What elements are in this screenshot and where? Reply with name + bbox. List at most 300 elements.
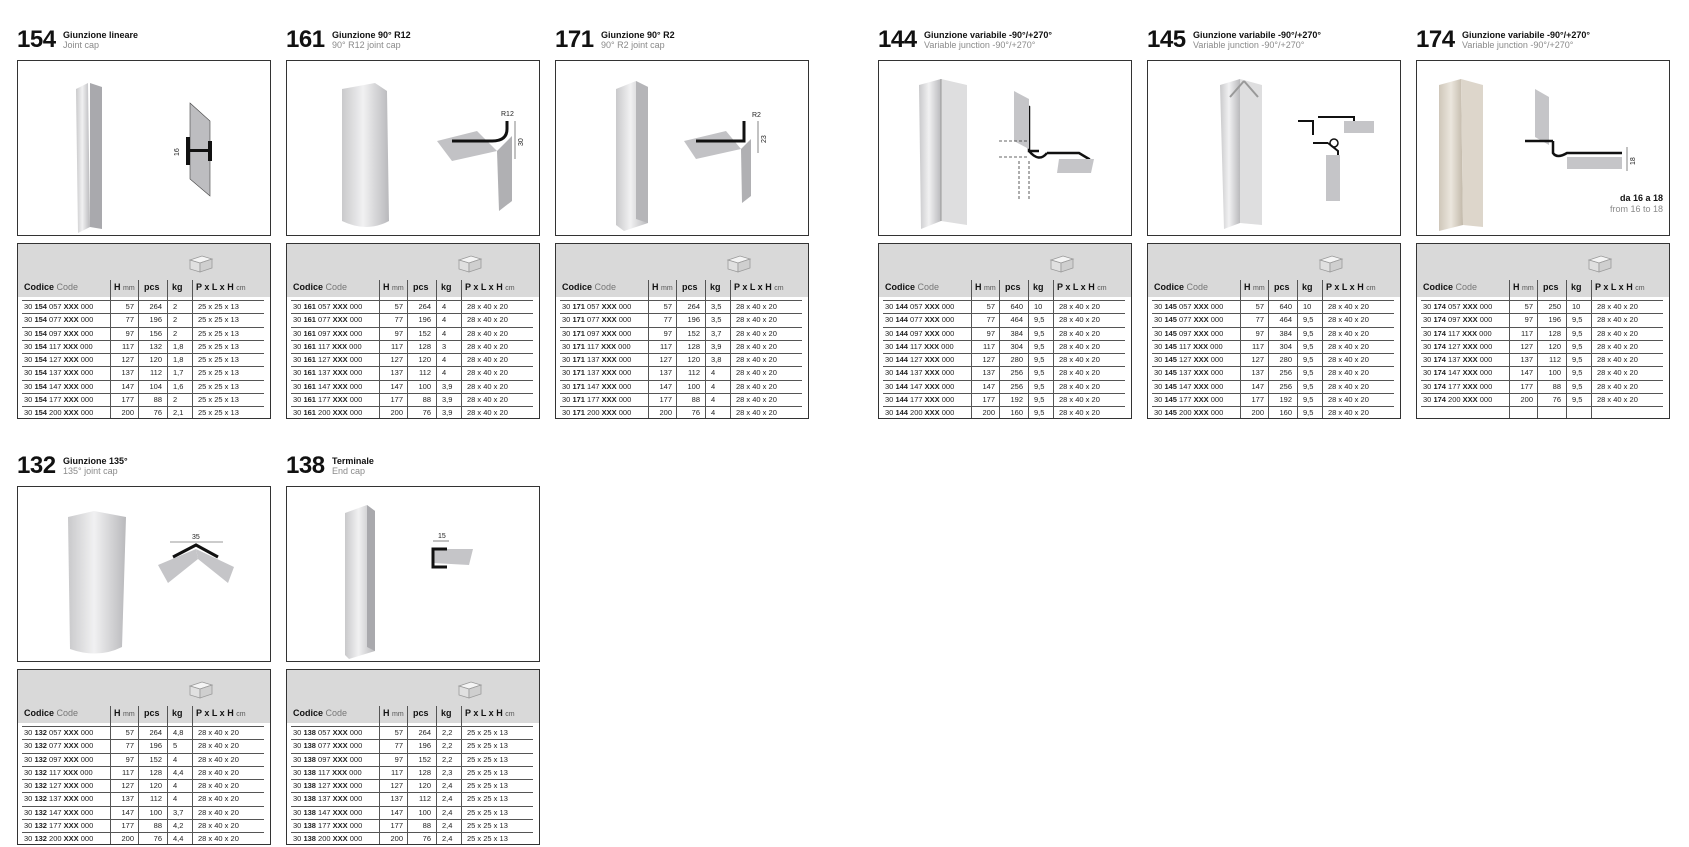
height-value: 177 <box>1251 395 1264 405</box>
pieces-value: 88 <box>1552 381 1561 391</box>
weight-value: 5 <box>173 741 178 751</box>
height-value: 97 <box>986 328 995 338</box>
package-size-value: 28 x 40 x 20 <box>1328 328 1369 338</box>
height-value: 177 <box>1520 381 1533 391</box>
pieces-value: 128 <box>418 767 431 777</box>
height-value: 57 <box>663 302 672 311</box>
package-size-value: 28 x 40 x 20 <box>1328 302 1369 311</box>
height-value: 117 <box>1252 341 1264 351</box>
weight-value: 9,5 <box>1572 395 1583 405</box>
pieces-value: 128 <box>418 341 431 351</box>
col-pcs-header: pcs <box>1274 282 1290 292</box>
table-row <box>1421 341 1663 354</box>
table-header <box>556 244 808 297</box>
package-size-value: 25 x 25 x 13 <box>467 754 508 764</box>
weight-value: 4 <box>173 754 178 764</box>
table-row <box>291 740 533 753</box>
height-value: 137 <box>1520 355 1533 365</box>
height-value: 97 <box>1255 328 1264 338</box>
product-code: 30 154 177 XXX 000 <box>24 395 94 405</box>
weight-value: 9,5 <box>1034 341 1045 351</box>
pieces-value: 152 <box>149 754 162 764</box>
table-row <box>291 381 533 394</box>
product-code: 30 161 117 XXX 000 <box>293 341 362 351</box>
product-code: 30 145 117 XXX 000 <box>1154 341 1223 351</box>
package-size-value: 28 x 40 x 20 <box>467 355 508 365</box>
product-code: 30 171 077 XXX 000 <box>562 315 632 325</box>
svg-text:18: 18 <box>1630 157 1637 165</box>
product-code: 30 154 117 XXX 000 <box>24 341 93 351</box>
table-row <box>560 328 802 341</box>
height-value: 57 <box>986 302 995 311</box>
height-value: 177 <box>390 395 403 405</box>
product-code: 30 161 200 XXX 000 <box>293 408 363 418</box>
height-value: 77 <box>125 315 134 325</box>
package-size-value: 25 x 25 x 13 <box>198 395 239 405</box>
product-code: 30 144 147 XXX 000 <box>885 381 955 391</box>
pieces-value: 280 <box>1279 355 1292 365</box>
table-row <box>291 833 533 845</box>
col-h-header: H mm <box>975 282 996 292</box>
pieces-value: 280 <box>1010 355 1023 365</box>
col-pxl-header: P x L x H cm <box>1326 282 1376 292</box>
pieces-value: 264 <box>149 728 162 737</box>
table-row <box>291 300 533 314</box>
table-row <box>22 407 264 419</box>
pieces-value: 196 <box>1548 315 1561 325</box>
product-code: 30 161 057 XXX 000 <box>293 302 363 311</box>
package-size-value: 28 x 40 x 20 <box>1597 368 1638 378</box>
pieces-value: 256 <box>1010 368 1023 378</box>
weight-value: 1,7 <box>173 368 184 378</box>
height-value: 57 <box>125 728 134 737</box>
product-title: Giunzione variabile -90°/+270° <box>924 30 1052 40</box>
product-code: 30 174 117 XXX 000 <box>1423 328 1492 338</box>
pieces-value: 196 <box>149 315 162 325</box>
weight-value: 3,5 <box>711 315 722 325</box>
weight-value: 3,9 <box>711 341 722 351</box>
height-value: 137 <box>390 794 403 804</box>
pieces-value: 640 <box>1279 302 1292 311</box>
product-header <box>286 454 542 479</box>
weight-value: 2,4 <box>442 834 453 844</box>
col-kg-header: kg <box>1302 282 1313 292</box>
height-value: 177 <box>121 821 134 831</box>
package-size-value: 28 x 40 x 20 <box>198 807 239 817</box>
pieces-value: 196 <box>687 315 700 325</box>
weight-value: 3,7 <box>173 807 184 817</box>
height-value: 97 <box>663 328 672 338</box>
pieces-value: 192 <box>1279 395 1292 405</box>
weight-value: 9,5 <box>1303 395 1314 405</box>
table-row <box>291 367 533 380</box>
col-pcs-header: pcs <box>413 282 429 292</box>
product-subtitle: 90° R2 joint cap <box>601 40 665 50</box>
svg-text:R2: R2 <box>752 112 761 119</box>
weight-value: 9,5 <box>1303 355 1314 365</box>
product-code: 30 154 097 XXX 000 <box>24 328 94 338</box>
package-size-value: 25 x 25 x 13 <box>198 341 239 351</box>
col-code-header: Codice Code <box>24 708 79 718</box>
table-body <box>1421 300 1663 407</box>
table-row <box>560 394 802 407</box>
col-code-header: Codice Code <box>293 282 348 292</box>
package-size-value: 28 x 40 x 20 <box>1059 328 1100 338</box>
weight-value: 4,2 <box>173 821 184 831</box>
height-value: 97 <box>394 328 403 338</box>
product-card-174 <box>1416 26 1672 405</box>
pieces-value: 640 <box>1010 302 1023 311</box>
height-value: 177 <box>659 395 672 405</box>
product-card-145 <box>1147 26 1403 418</box>
weight-value: 9,5 <box>1572 355 1583 365</box>
height-value: 77 <box>986 315 995 325</box>
col-pxl-header: P x L x H cm <box>1057 282 1107 292</box>
table-row <box>1421 394 1663 407</box>
product-code: 30 138 057 XXX 000 <box>293 728 363 737</box>
height-value: 117 <box>983 341 995 351</box>
table-row <box>1152 341 1394 354</box>
col-pxl-header: P x L x H cm <box>734 282 784 292</box>
height-value: 117 <box>1521 328 1533 338</box>
package-size-value: 25 x 25 x 13 <box>467 794 508 804</box>
product-table <box>878 243 1132 419</box>
product-card-132 <box>17 452 273 844</box>
table-row <box>22 820 264 833</box>
package-icon <box>1049 252 1075 274</box>
product-code: 30 154 077 XXX 000 <box>24 315 94 325</box>
col-code-header: Codice Code <box>562 282 617 292</box>
table-row <box>291 793 533 806</box>
weight-value: 2 <box>173 328 178 338</box>
package-size-value: 28 x 40 x 20 <box>736 315 777 325</box>
product-code: 30 132 127 XXX 000 <box>24 781 94 791</box>
weight-value: 4 <box>442 315 447 325</box>
product-number: 171 <box>555 26 594 53</box>
col-h-header: H mm <box>383 708 404 718</box>
product-code: 30 145 077 XXX 000 <box>1154 315 1224 325</box>
package-icon <box>1318 252 1344 274</box>
package-size-value: 28 x 40 x 20 <box>198 794 239 804</box>
pieces-value: 152 <box>418 754 431 764</box>
package-size-value: 28 x 40 x 20 <box>198 821 239 831</box>
package-size-value: 25 x 25 x 13 <box>467 821 508 831</box>
pieces-value: 464 <box>1010 315 1023 325</box>
product-code: 30 171 147 XXX 000 <box>562 381 632 391</box>
pieces-value: 112 <box>419 368 431 378</box>
table-row <box>560 381 802 394</box>
product-code: 30 154 127 XXX 000 <box>24 355 94 365</box>
table-row <box>560 341 802 354</box>
height-value: 57 <box>394 302 403 311</box>
product-subtitle: 90° R12 joint cap <box>332 40 401 50</box>
col-pcs-header: pcs <box>413 708 429 718</box>
product-title: Giunzione variabile -90°/+270° <box>1462 30 1590 40</box>
product-code: 30 174 177 XXX 000 <box>1423 381 1493 391</box>
package-size-value: 28 x 40 x 20 <box>467 302 508 311</box>
weight-value: 2,1 <box>173 408 184 418</box>
product-code: 30 132 077 XXX 000 <box>24 741 94 751</box>
pieces-value: 156 <box>149 328 162 338</box>
pieces-value: 88 <box>422 821 431 831</box>
product-header <box>17 454 273 479</box>
height-value: 200 <box>121 408 134 418</box>
product-table <box>555 243 809 419</box>
weight-value: 9,5 <box>1034 328 1045 338</box>
product-number: 132 <box>17 452 56 479</box>
weight-value: 2,2 <box>442 728 453 737</box>
weight-value: 3,9 <box>442 408 453 418</box>
weight-value: 1,8 <box>173 341 184 351</box>
package-size-value: 28 x 40 x 20 <box>1597 355 1638 365</box>
weight-value: 4 <box>442 368 447 378</box>
pieces-value: 120 <box>687 355 700 365</box>
table-row <box>1421 381 1663 394</box>
weight-value: 2,4 <box>442 807 453 817</box>
col-code-header: Codice Code <box>293 708 348 718</box>
product-code: 30 145 147 XXX 000 <box>1154 381 1224 391</box>
table-row <box>883 394 1125 407</box>
product-code: 30 145 177 XXX 000 <box>1154 395 1224 405</box>
table-row <box>1152 300 1394 314</box>
product-code: 30 174 147 XXX 000 <box>1423 368 1493 378</box>
height-value: 57 <box>1255 302 1264 311</box>
weight-value: 10 <box>1572 302 1581 311</box>
weight-value: 2,3 <box>442 767 453 777</box>
height-value: 147 <box>659 381 672 391</box>
table-row <box>22 381 264 394</box>
table-row <box>291 354 533 367</box>
package-icon <box>726 252 752 274</box>
product-code: 30 132 097 XXX 000 <box>24 754 94 764</box>
package-size-value: 28 x 40 x 20 <box>1597 395 1638 405</box>
product-drawing <box>18 61 270 235</box>
pieces-value: 256 <box>1279 381 1292 391</box>
package-size-value: 28 x 40 x 20 <box>1597 302 1638 311</box>
product-code: 30 171 097 XXX 000 <box>562 328 632 338</box>
pieces-value: 112 <box>688 368 700 378</box>
product-image-panel <box>878 60 1132 236</box>
product-drawing <box>287 61 539 235</box>
product-code: 30 161 147 XXX 000 <box>293 381 363 391</box>
package-size-value: 25 x 25 x 13 <box>198 355 239 365</box>
product-image-panel <box>1147 60 1401 236</box>
package-size-value: 28 x 40 x 20 <box>1059 381 1100 391</box>
product-code: 30 145 057 XXX 000 <box>1154 302 1224 311</box>
package-size-value: 28 x 40 x 20 <box>1059 341 1100 351</box>
product-number: 174 <box>1416 26 1455 53</box>
height-value: 117 <box>660 341 672 351</box>
product-table <box>1416 243 1670 419</box>
pieces-value: 88 <box>691 395 700 405</box>
pieces-value: 120 <box>418 355 431 365</box>
height-value: 117 <box>391 341 403 351</box>
table-row <box>22 367 264 380</box>
range-note: da 16 a 18 <box>1619 193 1663 203</box>
pieces-value: 384 <box>1010 328 1023 338</box>
package-size-value: 28 x 40 x 20 <box>467 395 508 405</box>
product-code: 30 174 137 XXX 000 <box>1423 355 1493 365</box>
pieces-value: 100 <box>687 381 700 391</box>
product-code: 30 144 077 XXX 000 <box>885 315 955 325</box>
product-card-144 <box>878 26 1134 418</box>
weight-value: 9,5 <box>1303 368 1314 378</box>
col-h-header: H mm <box>1244 282 1265 292</box>
weight-value: 4,4 <box>173 767 184 777</box>
weight-value: 2,4 <box>442 794 453 804</box>
height-value: 137 <box>659 368 672 378</box>
table-row <box>22 767 264 780</box>
height-value: 57 <box>125 302 134 311</box>
package-size-value: 28 x 40 x 20 <box>1059 302 1100 311</box>
col-code-header: Codice Code <box>24 282 79 292</box>
col-code-header: Codice Code <box>1154 282 1209 292</box>
weight-value: 4 <box>711 368 716 378</box>
product-code: 30 171 137 XXX 000 <box>562 355 632 365</box>
weight-value: 2 <box>173 315 178 325</box>
table-header <box>18 244 270 297</box>
height-value: 127 <box>121 781 134 791</box>
weight-value: 3,7 <box>711 328 722 338</box>
pieces-value: 76 <box>422 408 431 418</box>
weight-value: 9,5 <box>1034 355 1045 365</box>
table-row <box>22 300 264 314</box>
product-code: 30 171 117 XXX 000 <box>562 341 631 351</box>
table-row <box>22 354 264 367</box>
package-size-value: 25 x 25 x 13 <box>198 408 239 418</box>
product-code: 30 171 200 XXX 000 <box>562 408 632 418</box>
weight-value: 9,5 <box>1572 341 1583 351</box>
product-image-panel <box>286 486 540 662</box>
product-code: 30 161 177 XXX 000 <box>293 395 363 405</box>
pieces-value: 264 <box>418 728 431 737</box>
table-row <box>22 807 264 820</box>
pieces-value: 160 <box>1279 408 1292 418</box>
weight-value: 4 <box>442 328 447 338</box>
table-row <box>560 354 802 367</box>
product-header <box>878 28 1134 53</box>
weight-value: 9,5 <box>1303 381 1314 391</box>
product-code: 30 171 137 XXX 000 <box>562 368 632 378</box>
pieces-value: 264 <box>149 302 162 311</box>
pieces-value: 160 <box>1010 408 1023 418</box>
weight-value: 9,5 <box>1034 368 1045 378</box>
col-pcs-header: pcs <box>1005 282 1021 292</box>
product-card-171 <box>555 26 811 418</box>
product-code: 30 171 057 XXX 000 <box>562 302 632 311</box>
package-size-value: 28 x 40 x 20 <box>736 355 777 365</box>
pieces-value: 112 <box>150 368 162 378</box>
product-code: 30 154 200 XXX 000 <box>24 408 94 418</box>
product-number: 161 <box>286 26 325 53</box>
product-code: 30 154 057 XXX 000 <box>24 302 94 311</box>
pieces-value: 304 <box>1010 341 1023 351</box>
table-header <box>1148 244 1400 297</box>
package-size-value: 28 x 40 x 20 <box>736 341 777 351</box>
table-body <box>22 726 264 845</box>
height-value: 127 <box>121 355 134 365</box>
height-value: 137 <box>390 368 403 378</box>
table-row <box>291 807 533 820</box>
product-title: Giunzione 135° <box>63 456 128 466</box>
product-code: 30 138 177 XXX 000 <box>293 821 363 831</box>
col-pxl-header: P x L x H cm <box>196 708 246 718</box>
table-body <box>291 726 533 845</box>
table-row <box>22 793 264 806</box>
height-value: 200 <box>1520 395 1533 405</box>
height-value: 57 <box>394 728 403 737</box>
table-row <box>22 780 264 793</box>
product-code: 30 174 200 XXX 000 <box>1423 395 1493 405</box>
weight-value: 4 <box>711 395 716 405</box>
pieces-value: 128 <box>687 341 700 351</box>
package-size-value: 25 x 25 x 13 <box>198 381 239 391</box>
weight-value: 4 <box>173 781 178 791</box>
svg-text:30: 30 <box>518 138 525 146</box>
table-row <box>1421 367 1663 380</box>
package-size-value: 28 x 40 x 20 <box>736 395 777 405</box>
package-size-value: 28 x 40 x 20 <box>736 368 777 378</box>
product-table <box>17 669 271 845</box>
pieces-value: 304 <box>1279 341 1292 351</box>
height-value: 127 <box>1251 355 1264 365</box>
pieces-value: 100 <box>418 381 431 391</box>
height-value: 57 <box>1524 302 1533 311</box>
package-icon <box>457 252 483 274</box>
table-row <box>1152 354 1394 367</box>
product-subtitle: Variable junction -90°/+270° <box>1193 40 1305 50</box>
product-code: 30 144 097 XXX 000 <box>885 328 955 338</box>
table-header <box>1417 244 1669 297</box>
height-value: 200 <box>1251 408 1264 418</box>
table-row <box>291 754 533 767</box>
product-code: 30 144 137 XXX 000 <box>885 368 955 378</box>
table-header <box>18 670 270 723</box>
product-code: 30 138 137 XXX 000 <box>293 794 363 804</box>
col-pxl-header: P x L x H cm <box>196 282 246 292</box>
pieces-value: 196 <box>418 315 431 325</box>
height-value: 127 <box>1520 341 1533 351</box>
col-pcs-header: pcs <box>144 708 160 718</box>
pieces-value: 128 <box>1548 328 1561 338</box>
package-size-value: 28 x 40 x 20 <box>198 741 239 751</box>
table-row <box>1421 328 1663 341</box>
package-size-value: 25 x 25 x 13 <box>198 328 239 338</box>
height-value: 77 <box>1255 315 1264 325</box>
weight-value: 2,2 <box>442 741 453 751</box>
product-code: 30 154 137 XXX 000 <box>24 368 94 378</box>
table-header <box>287 670 539 723</box>
height-value: 147 <box>390 381 403 391</box>
product-image-panel <box>17 486 271 662</box>
package-size-value: 28 x 40 x 20 <box>1059 368 1100 378</box>
weight-value: 9,5 <box>1572 368 1583 378</box>
product-header <box>555 28 811 53</box>
product-code: 30 145 137 XXX 000 <box>1154 368 1224 378</box>
height-value: 147 <box>390 807 403 817</box>
product-number: 145 <box>1147 26 1186 53</box>
table-row <box>291 407 533 419</box>
table-row <box>560 314 802 327</box>
product-subtitle: Variable junction -90°/+270° <box>924 40 1036 50</box>
product-subtitle: End cap <box>332 466 366 476</box>
svg-text:15: 15 <box>438 533 446 540</box>
table-row <box>883 367 1125 380</box>
weight-value: 4,4 <box>173 834 184 844</box>
table-row <box>22 394 264 407</box>
weight-value: 9,5 <box>1303 341 1314 351</box>
product-number: 144 <box>878 26 917 53</box>
